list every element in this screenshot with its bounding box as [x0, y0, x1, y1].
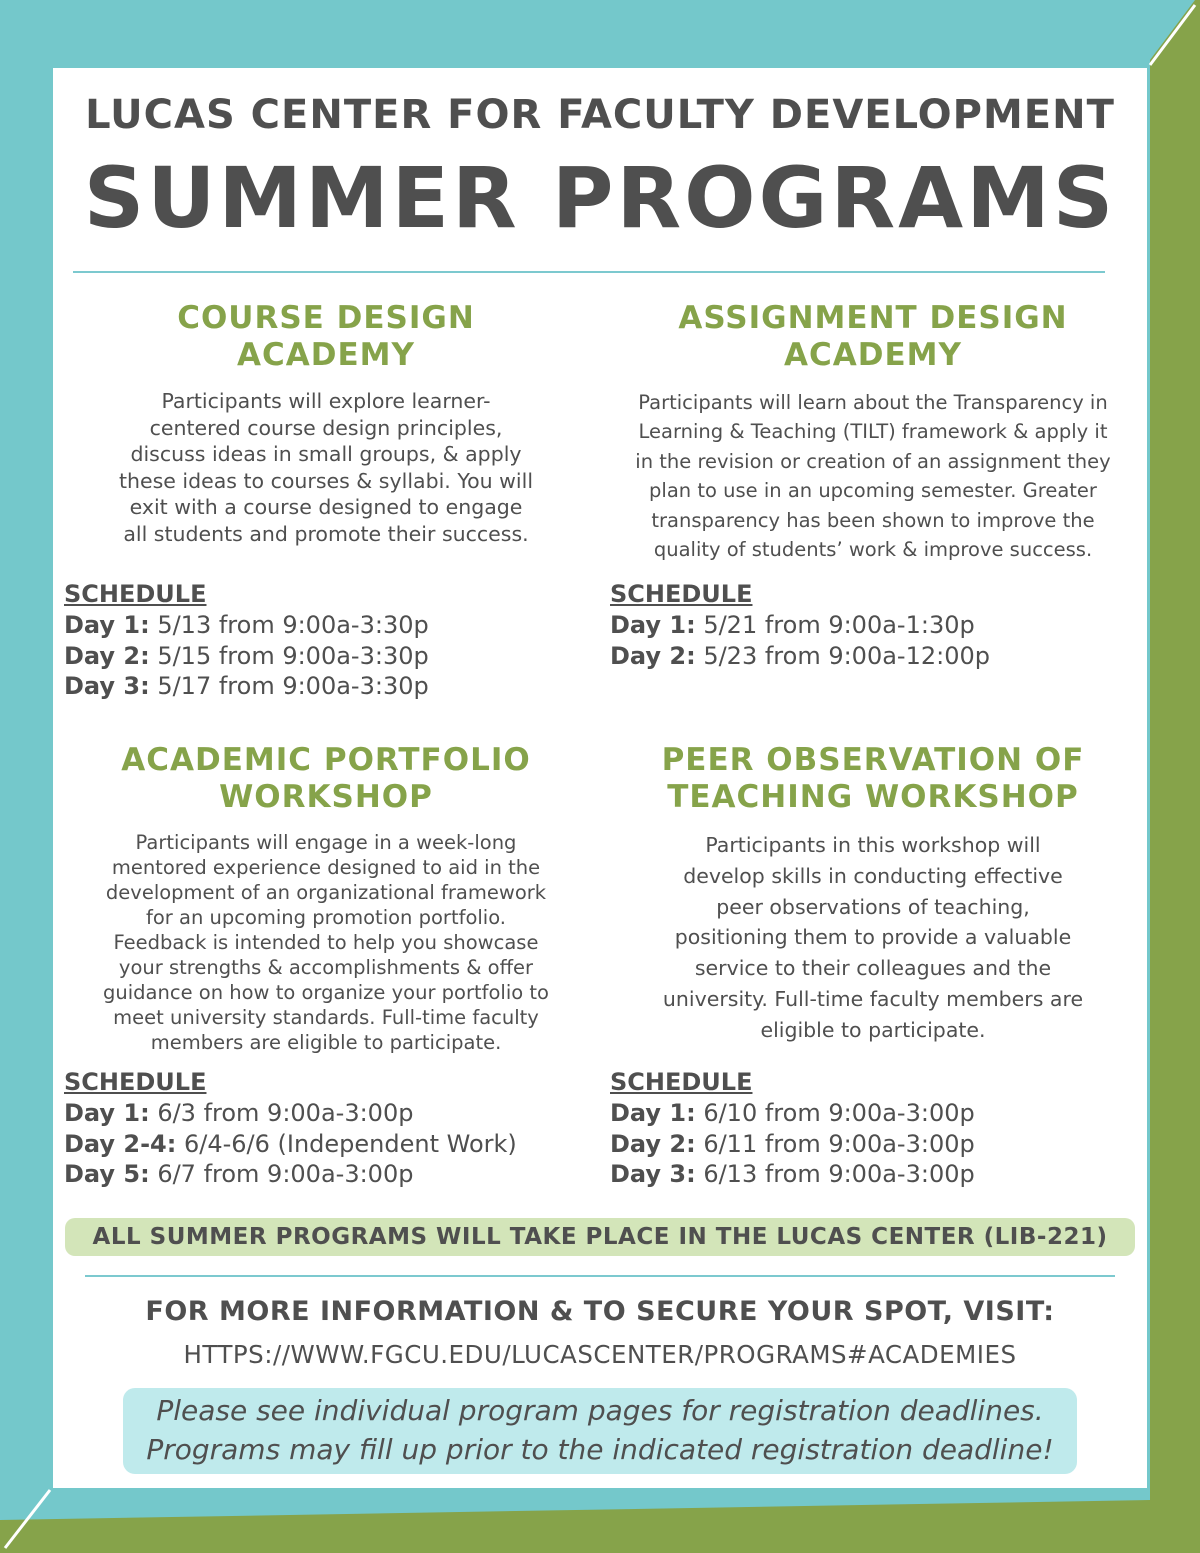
divider-bottom [85, 1275, 1115, 1277]
schedule-heading: SCHEDULE [610, 1068, 753, 1096]
schedule-item: Day 2-4: 6/4-6/6 (Independent Work) [64, 1129, 517, 1158]
schedule-assignment-design [610, 580, 990, 671]
schedule-academic-portfolio [64, 1068, 517, 1190]
schedule-item: Day 1: 5/21 from 9:00a-1:30p [610, 611, 975, 639]
schedule-item: Day 2: 5/23 from 9:00a-12:00p [610, 641, 990, 670]
schedule-heading: SCHEDULE [64, 1068, 207, 1096]
more-info-heading: FOR MORE INFORMATION & TO SECURE YOUR SPOT, VISIT: [145, 1296, 1055, 1327]
flyer-card [53, 68, 1147, 1488]
schedule-item: Day 3: 5/17 from 9:00a-3:30p [64, 672, 429, 700]
page-title: SUMMER PROGRAMS [83, 149, 1117, 247]
schedule-item: Day 2: 6/11 from 9:00a-3:00p [610, 1129, 975, 1158]
location-banner: ALL SUMMER PROGRAMS WILL TAKE PLACE IN THE LUCAS CENTER (LIB-221) [65, 1218, 1135, 1256]
section-course-design [53, 300, 599, 548]
schedule-item: Day 1: 6/3 from 9:00a-3:00p [64, 1099, 414, 1127]
schedule-list [64, 610, 429, 702]
section-description: Participants in this workshop will develop skills in conducting effective peer observations of teaching, positioning them to provide a valuable service to their colleagues and the university. Full-time faculty members are eligible to participate. [662, 833, 1084, 1042]
section-academic-portfolio [53, 742, 599, 1055]
schedule-peer-observation [610, 1068, 975, 1190]
section-description: Participants will learn about the Transparency in Learning & Teaching (TILT) framework & apply it in the revision or creation of an assignment they plan to use in an upcoming semester. Greater transparency has been shown to improve the quality of students’ work & improve success. [635, 391, 1111, 562]
schedule-item: Day 2: 5/15 from 9:00a-3:30p [64, 641, 429, 670]
schedule-item: Day 1: 6/10 from 9:00a-3:00p [610, 1099, 975, 1127]
org-heading: LUCAS CENTER FOR FACULTY DEVELOPMENT [85, 92, 1115, 138]
section-title: COURSE DESIGN ACADEMY [177, 300, 475, 373]
schedule-heading: SCHEDULE [64, 580, 207, 608]
divider-top [73, 271, 1105, 273]
schedule-item: Day 5: 6/7 from 9:00a-3:00p [64, 1160, 414, 1188]
section-assignment-design [600, 300, 1146, 564]
schedule-list [610, 1098, 975, 1190]
section-peer-observation [600, 742, 1146, 1046]
section-title: ASSIGNMENT DESIGN ACADEMY [678, 300, 1068, 373]
program-url[interactable]: HTTPS://WWW.FGCU.EDU/LUCASCENTER/PROGRAMS#ACADEMIES [183, 1340, 1017, 1369]
schedule-list [610, 610, 990, 671]
section-description: Participants will explore learner- centered course design principles, discuss ideas in small groups, & apply these ideas to courses & syllabi. You will exit with a course designed to engage all students and promote their success. [118, 389, 534, 546]
schedule-list [64, 1098, 517, 1190]
section-title: ACADEMIC PORTFOLIO WORKSHOP [121, 742, 531, 815]
section-description: Participants will engage in a week-long mentored experience designed to aid in the development of an organizational framework for an upcoming promotion portfolio. Feedback is intended to help you showcase your strengths & accomplishments & offer guidance on how to organize your portfolio to meet university standards. Full-time faculty members are eligible to participate. [103, 831, 549, 1054]
registration-note: Please see individual program pages for registration deadlines. Programs may fill up prior to the indicated registration deadline! [123, 1388, 1077, 1474]
schedule-heading: SCHEDULE [610, 580, 753, 608]
schedule-item: Day 3: 6/13 from 9:00a-3:00p [610, 1160, 975, 1188]
schedule-item: Day 1: 5/13 from 9:00a-3:30p [64, 611, 429, 639]
schedule-course-design [64, 580, 429, 702]
section-title: PEER OBSERVATION OF TEACHING WORKSHOP [661, 742, 1085, 815]
